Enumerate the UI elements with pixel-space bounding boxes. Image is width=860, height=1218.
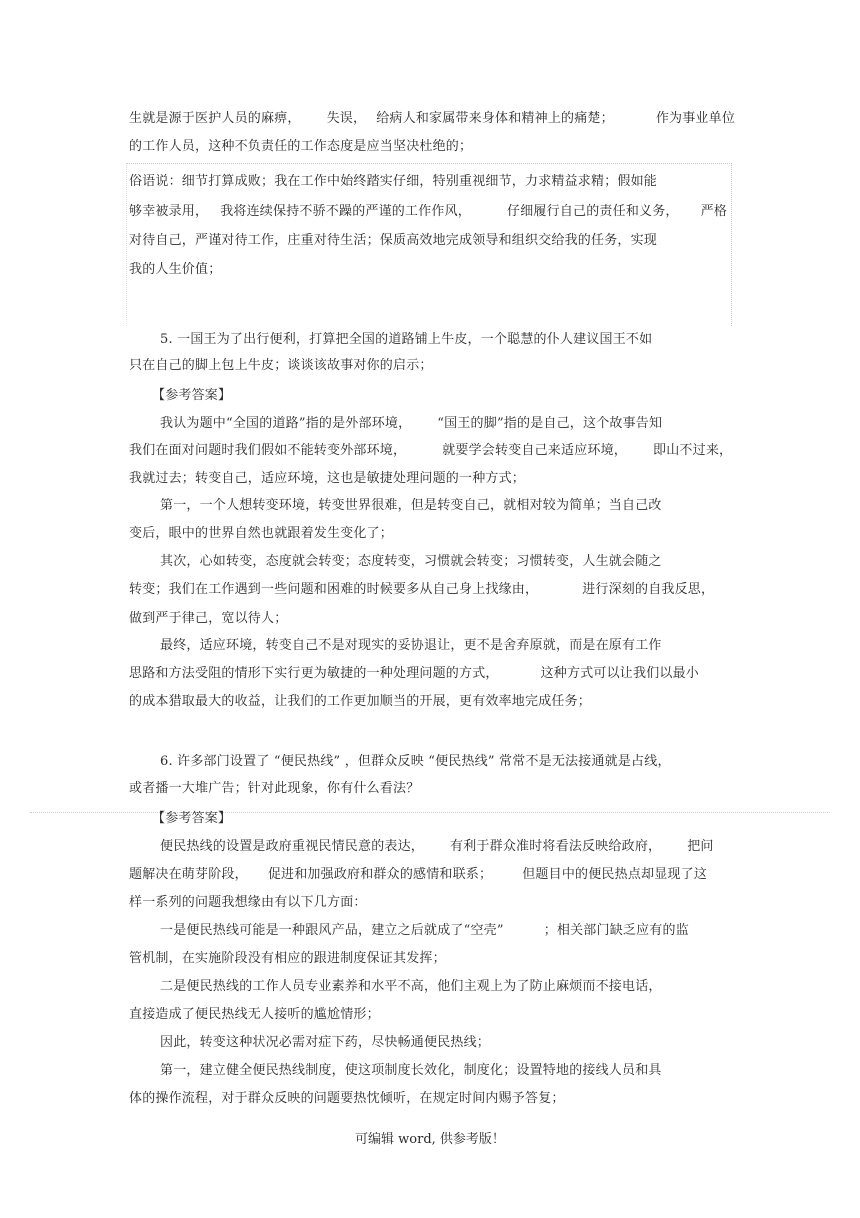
text-segment: 我的人生价值； bbox=[129, 262, 222, 277]
text-line bbox=[129, 950, 446, 968]
text-segment: 第一，建立健全便民热线制度，使这项制度长效化，制度化；设置特地的接线人员和具 bbox=[160, 1063, 662, 1078]
text-line bbox=[129, 665, 699, 683]
text-segment: 我认为题中“全国的道路”指的是外部环境， bbox=[160, 416, 412, 431]
text-line bbox=[129, 525, 393, 543]
text-segment: 进行深刻的自我反思， bbox=[582, 582, 715, 597]
text-segment: 只在自己的脚上包上牛皮；谈谈该故事对你的启示； bbox=[129, 358, 433, 373]
text-segment: 有利于群众准时将看法反映给政府， bbox=[450, 839, 662, 854]
text-segment: 一是便民热线可能是一种跟风产品，建立之后就成了“空壳” bbox=[160, 923, 504, 938]
text-line bbox=[129, 581, 714, 599]
text-segment: 把问 bbox=[687, 839, 714, 854]
text-line bbox=[160, 1034, 490, 1052]
question-5-line bbox=[160, 331, 652, 349]
text-segment: 作为事业单位 bbox=[655, 111, 736, 126]
text-segment: 促进和加强政府和群众的感情和联系； bbox=[267, 867, 493, 882]
text-segment: 我就过去；转变自己，适应环境，这也是敏捷处理问题的一种方式； bbox=[129, 471, 526, 486]
text-line bbox=[129, 693, 591, 711]
text-segment: 因此，转变这种状况必需对症下药，尽快畅通便民热线； bbox=[160, 1035, 491, 1050]
text-line bbox=[160, 922, 689, 940]
text-line bbox=[129, 866, 707, 884]
text-segment: 给病人和家属带来身体和精神上的痛楚； bbox=[376, 111, 614, 126]
reference-answer-heading bbox=[152, 387, 231, 405]
dotted-divider bbox=[30, 812, 830, 813]
text-line bbox=[160, 637, 662, 655]
text-segment: 便民热线的设置是政府重视民情民意的表达， bbox=[160, 839, 425, 854]
text-segment: 严格 bbox=[700, 204, 728, 219]
text-segment: 的工作人员，这种不负责任的工作态度是应当坚决杜绝的； bbox=[129, 139, 473, 154]
text-segment: 或者播一大堆广告；针对此现象，你有什么看法？ bbox=[129, 781, 420, 796]
text-segment: 直接造成了便民热线无人接听的尴尬情形； bbox=[129, 1007, 380, 1022]
text-segment: 仔细履行自己的责任和义务， bbox=[507, 204, 679, 219]
text-segment: 的成本猎取最大的收益，让我们的工作更加顺当的开展，更有效率地完成任务； bbox=[129, 694, 592, 709]
text-segment: 体的操作流程，对于群众反映的问题要热忱倾听，在规定时间内赐予答复； bbox=[129, 1091, 565, 1106]
text-segment: 5. 一国王为了出行便利，打算把全国的道路铺上牛皮，一个聪慧的仆人建议国王不如 bbox=[160, 332, 653, 347]
text-line bbox=[129, 442, 732, 460]
text-segment: 我将连续保持不骄不躁的严谨的工作作风， bbox=[220, 204, 472, 219]
text-segment: 【参考答案】 bbox=[152, 811, 232, 826]
text-segment: 俗语说：细节打算成败；我在工作中始终踏实仔细，特别重视细节，力求精益求精；假如能 bbox=[129, 174, 658, 189]
text-segment: 对待自己，严谨对待工作，庄重对待生活；保质高效地完成领导和组织交给我的任务，实现 bbox=[129, 233, 658, 248]
text-segment: 做到严于律己，宽以待人； bbox=[129, 611, 288, 626]
question-6-line bbox=[160, 753, 671, 771]
text-segment: 【参考答案】 bbox=[152, 388, 232, 403]
text-segment: 我们在面对问题时我们假如不能转变外部环境， bbox=[129, 443, 407, 458]
text-line bbox=[129, 232, 657, 250]
text-segment: 思路和方法受阻的情形下实行更为敏捷的一种处理问题的方式， bbox=[129, 666, 499, 681]
text-segment: 转变；我们在工作遇到一些问题和困难的时候要多从自己身上找缘由， bbox=[129, 582, 539, 597]
text-segment: 就要学会转变自己来适应环境， bbox=[442, 443, 628, 458]
text-line bbox=[129, 470, 525, 488]
text-line bbox=[160, 1062, 662, 1080]
text-segment: 第一，一个人想转变环境，转变世界很难，但是转变自己，就相对较为简单；当自己改 bbox=[160, 498, 662, 513]
text-line bbox=[129, 261, 221, 279]
text-segment: 够幸被录用， bbox=[129, 204, 209, 219]
text-segment: ；相关部门缺乏应有的监 bbox=[543, 923, 689, 938]
text-line bbox=[129, 110, 735, 128]
text-segment: 样一系列的问题我想缘由有以下几方面： bbox=[129, 895, 367, 910]
reference-answer-heading bbox=[152, 810, 231, 828]
text-segment: 题解决在萌芽阶段， bbox=[129, 867, 248, 882]
text-segment: 管机制，在实施阶段没有相应的跟进制度保证其发挥； bbox=[129, 951, 446, 966]
text-line bbox=[129, 610, 287, 628]
text-segment: 生就是源于医护人员的麻痹， bbox=[129, 111, 301, 126]
text-line bbox=[129, 203, 727, 221]
text-segment: 二是便民热线的工作人员专业素养和水平不高，他们主观上为了防止麻烦而不接电话， bbox=[160, 979, 662, 994]
text-line bbox=[160, 838, 714, 856]
text-segment: “国王的脚”指的是自己，这个故事告知 bbox=[437, 416, 663, 431]
text-segment: 但题目中的便民热点却显现了这 bbox=[522, 867, 708, 882]
text-line bbox=[129, 1090, 565, 1108]
text-line bbox=[160, 497, 662, 515]
text-segment: 即山不过来， bbox=[653, 443, 733, 458]
text-segment: 最终，适应环境，转变自己不是对现实的妥协退让，更不是舍弃原就，而是在原有工作 bbox=[160, 638, 662, 653]
text-line bbox=[129, 173, 657, 191]
text-line bbox=[160, 553, 662, 571]
text-line bbox=[129, 138, 472, 156]
text-segment: 变后，眼中的世界自然也就跟着发生变化了； bbox=[129, 526, 394, 541]
text-line bbox=[129, 894, 367, 912]
text-line bbox=[129, 357, 433, 375]
footer-note: 可编辑 word, 供参考版！ bbox=[355, 1132, 505, 1147]
text-segment: 6. 许多部门设置了 “便民热线” ，但群众反映 “便民热线” 常常不是无法接通就是占线， bbox=[160, 754, 671, 769]
text-line bbox=[160, 415, 662, 433]
text-line bbox=[129, 1006, 380, 1024]
text-segment: 其次，心如转变，态度就会转变；态度转变，习惯就会转变；习惯转变，人生就会随之 bbox=[160, 554, 662, 569]
text-segment: 这种方式可以让我们以最小 bbox=[540, 666, 700, 681]
text-segment: 失误， bbox=[326, 111, 367, 126]
text-line bbox=[160, 978, 662, 996]
text-line bbox=[129, 780, 419, 798]
